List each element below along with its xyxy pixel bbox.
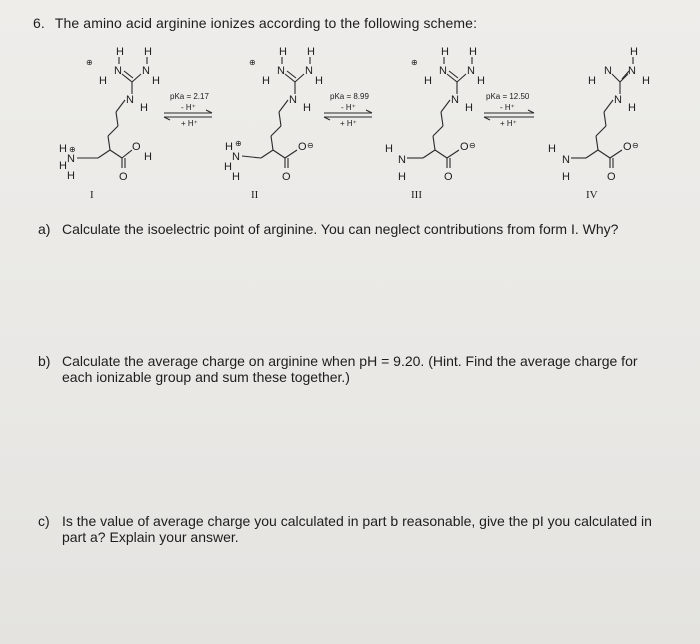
question-prompt: The amino acid arginine ionizes according to the following scheme: xyxy=(54,15,478,31)
atom-h: H xyxy=(59,160,67,172)
atom-h: H xyxy=(224,161,232,173)
atom-n: N xyxy=(289,94,297,106)
part-b-text-line1: Calculate the average charge on arginine when pH = 9.20. (Hint. Find the average charge for xyxy=(62,353,638,369)
atom-h: H xyxy=(140,102,148,114)
atom-o: O xyxy=(282,171,291,183)
atom-h: H xyxy=(59,143,67,155)
question-part-a xyxy=(38,221,618,237)
structure-form-1 xyxy=(59,46,160,201)
protonation-label-1: + H⁺ xyxy=(181,119,198,128)
deprotonation-label-3: - H⁺ xyxy=(500,103,515,112)
atom-h: H xyxy=(469,46,477,58)
atom-h: H xyxy=(232,171,240,183)
pka-label-1: pKa = 2.17 xyxy=(170,92,209,101)
atom-o: O xyxy=(623,141,632,153)
atom-h: H xyxy=(642,75,650,87)
question-heading xyxy=(33,15,477,31)
atom-h: H xyxy=(144,151,152,163)
atom-h: H xyxy=(144,46,152,58)
atom-h: H xyxy=(588,75,596,87)
atom-h: H xyxy=(225,141,233,153)
atom-n: N xyxy=(67,153,75,165)
atom-h: H xyxy=(279,46,287,58)
part-a-text: Calculate the isoelectric point of arginine. You can neglect contributions from form I. Why? xyxy=(62,221,619,237)
form-label-2: II xyxy=(251,189,259,201)
deprotonation-label-2: - H⁺ xyxy=(341,103,356,112)
charge-plus-symbol: ⊕ xyxy=(69,145,76,154)
atom-n: N xyxy=(232,151,240,163)
atom-n: N xyxy=(614,94,622,106)
atom-h: H xyxy=(465,102,473,114)
atom-n: N xyxy=(126,94,134,106)
atom-n: N xyxy=(142,65,150,77)
atom-h: H xyxy=(398,171,406,183)
ionization-scheme xyxy=(40,42,680,212)
atom-o: O xyxy=(607,171,616,183)
part-b-text-line2: each ionizable group and sum these together.) xyxy=(62,369,350,385)
atom-h: H xyxy=(116,46,124,58)
protonation-label-3: + H⁺ xyxy=(500,119,517,128)
pka-label-2: pKa = 8.99 xyxy=(330,92,369,101)
atom-n: N xyxy=(398,154,406,166)
structure-form-4 xyxy=(548,46,650,201)
part-c-text-line2: part a? Explain your answer. xyxy=(62,529,239,545)
atom-n: N xyxy=(277,65,285,77)
equilibrium-arrow-2 xyxy=(324,92,372,128)
atom-n: N xyxy=(467,65,475,77)
atom-n: N xyxy=(305,65,313,77)
atom-h: H xyxy=(385,143,393,155)
question-number: 6. xyxy=(33,15,45,31)
atom-h: H xyxy=(441,46,449,58)
structure-form-2 xyxy=(224,46,323,201)
charge-minus-symbol: ⊖ xyxy=(632,141,639,150)
question-part-c xyxy=(38,513,693,545)
atom-h: H xyxy=(67,170,75,182)
atom-h: H xyxy=(99,75,107,87)
pka-label-3: pKa = 12.50 xyxy=(486,92,530,101)
charge-plus-symbol: ⊕ xyxy=(249,58,256,67)
atom-h: H xyxy=(315,75,323,87)
atom-o: O xyxy=(119,171,128,183)
structure-form-3 xyxy=(385,46,485,201)
atom-h: H xyxy=(630,46,638,58)
deprotonation-label-1: - H⁺ xyxy=(181,103,196,112)
ionization-scheme-diagram xyxy=(40,42,680,212)
part-c-text-line1: Is the value of average charge you calculated in part b reasonable, give the pI you calculated in xyxy=(62,513,652,529)
atom-o: O xyxy=(132,141,141,153)
part-c-label: c) xyxy=(38,513,50,529)
charge-minus-symbol: ⊖ xyxy=(307,141,314,150)
atom-h: H xyxy=(152,75,160,87)
form-label-3: III xyxy=(411,189,422,201)
protonation-label-2: + H⁺ xyxy=(340,119,357,128)
atom-o: O xyxy=(460,141,469,153)
part-b-label: b) xyxy=(38,353,51,369)
form-label-1: I xyxy=(90,189,94,201)
charge-minus-symbol: ⊖ xyxy=(469,141,476,150)
form-label-4: IV xyxy=(586,189,598,201)
atom-h: H xyxy=(548,143,556,155)
charge-plus-symbol: ⊕ xyxy=(235,139,242,148)
atom-h: H xyxy=(303,102,311,114)
atom-h: H xyxy=(424,75,432,87)
atom-h: H xyxy=(477,75,485,87)
atom-o: O xyxy=(298,141,307,153)
atom-n: N xyxy=(439,65,447,77)
atom-o: O xyxy=(444,171,453,183)
equilibrium-arrow-3 xyxy=(484,92,534,128)
atom-n: N xyxy=(562,154,570,166)
atom-n: N xyxy=(604,65,612,77)
atom-h: H xyxy=(262,75,270,87)
charge-plus-symbol: ⊕ xyxy=(86,58,93,67)
question-part-b xyxy=(38,353,688,385)
charge-plus-symbol: ⊕ xyxy=(411,58,418,67)
atom-h: H xyxy=(562,171,570,183)
atom-h: H xyxy=(628,102,636,114)
equilibrium-arrow-1 xyxy=(164,92,212,128)
atom-h: H xyxy=(307,46,315,58)
atom-n: N xyxy=(451,94,459,106)
part-a-label: a) xyxy=(38,221,51,237)
atom-n: N xyxy=(628,65,636,77)
atom-n: N xyxy=(114,65,122,77)
